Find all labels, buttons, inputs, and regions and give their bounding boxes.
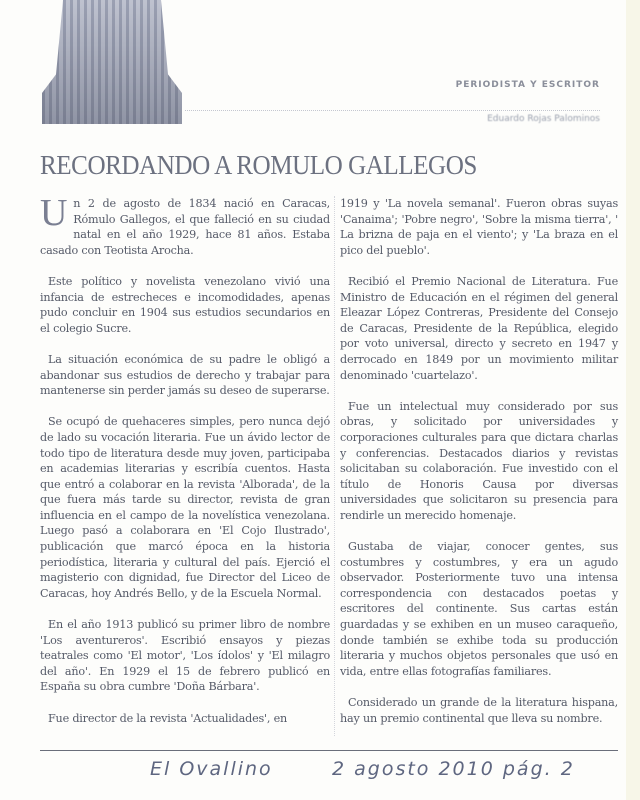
footer-rule [40, 750, 618, 751]
handwritten-source: El Ovallino [150, 758, 273, 780]
paragraph: 1919 y 'La novela semanal'. Fueron obras suyas 'Canaima'; 'Pobre negro', 'Sobre la misma tierra', ' La brizna de paja en el viento'; y 'La braza en el pico del pueblo'. [340, 197, 618, 257]
article-title: RECORDANDO A ROMULO GALLEGOS [40, 150, 477, 180]
byline: Eduardo Rojas Palominos [487, 114, 600, 124]
author-photo [42, 0, 182, 124]
paragraph: En el año 1913 publicó su primer libro de nombre 'Los aventureros'. Escribió ensayos y piezas teatrales como 'El motor', 'Los ídolos' y 'El milagro del año'. En 1929 el 15 de febrero publicó en España su obra cumbre 'Doña Bárbara'. [40, 618, 330, 694]
section-kicker: PERIODISTA Y ESCRITOR [455, 80, 600, 90]
column-divider [334, 196, 335, 736]
paragraph: Recibió el Premio Nacional de Literatura. Fue Ministro de Educación en el régimen del general Eleazar López Contreras, Presidente del Consejo de Caracas, Presidente de la República, elegido por voto universal, directo y secreto en 1947 y derrocado en 1849 por un movimiento militar denominado 'cuartelazo'. [340, 274, 618, 382]
paragraph: La situación económica de su padre le obligó a abandonar sus estudios de derecho y trabajar para mantenerse sin perder jamás su deseo de superarse. [40, 352, 330, 398]
drop-cap: U [40, 192, 68, 234]
paragraph: Gustaba de viajar, conocer gentes, sus costumbres y costumbres, y era un agudo observador. Posteriormente tuvo una intensa correspondencia con destacados poetas y escritores del continente. Sus cartas están guardadas y se exhiben en un museo caraqueño, donde también se exhibe toda su producción literaria y muchos objetos personales que usó en vida, entre ellas fotografías familiares. [340, 540, 618, 678]
scan-edge [626, 0, 640, 800]
paragraph: Este político y novelista venezolano vivió una infancia de estrecheces e incomodidades, apenas pudo concluir en 1904 sus estudios secundarios en el colegio Sucre. [40, 274, 330, 335]
paragraph: Considerado un grande de la literatura hispana, hay un premio continental que lleva su nombre. [340, 696, 618, 725]
paragraph [40, 192, 330, 258]
paragraph-text: n 2 de agosto de 1834 nació en Caracas, Rómulo Gallegos, el que falleció en su ciudad natal en el año 1929, hace 81 años. Estaba casado con Teotista Arocha. [40, 197, 330, 257]
header-rule [185, 110, 600, 111]
paragraph: Se ocupó de quehaceres simples, pero nunca dejó de lado su vocación literaria. Fue un ávido lector de todo tipo de literatura desde muy joven, participaba en academias literarias y escribía cuentos. Hasta que entró a colaborar en la revista 'Alborada', de la que fuera más tarde su director, revista de gran influencia en el campo de la novelística venezolana. Luego pasó a colaborara en 'El Cojo Ilustrado', publicación que marcó época en la historia periodística, literaria y cultural del país. Ejerció el magisterio con dignidad, fue Director del Liceo de Caracas, hoy Andrés Bello, y de la Escuela Normal. [40, 415, 330, 600]
handwritten-date: 2 agosto 2010 pág. 2 [332, 758, 575, 780]
article-column-left [40, 192, 330, 742]
article-column-right [340, 196, 618, 742]
paragraph: Fue un intelectual muy considerado por sus obras, y solicitado por universidades y corporaciones culturales para que dictara charlas y conferencias. Destacados diarios y revistas solicitaban su colaboración. Fue investido con el título de Honoris Causa por diversas universidades que solicitaron su presencia para rendirle un merecido homenaje. [340, 399, 618, 522]
paragraph: Fue director de la revista 'Actualidades', en [48, 711, 288, 725]
